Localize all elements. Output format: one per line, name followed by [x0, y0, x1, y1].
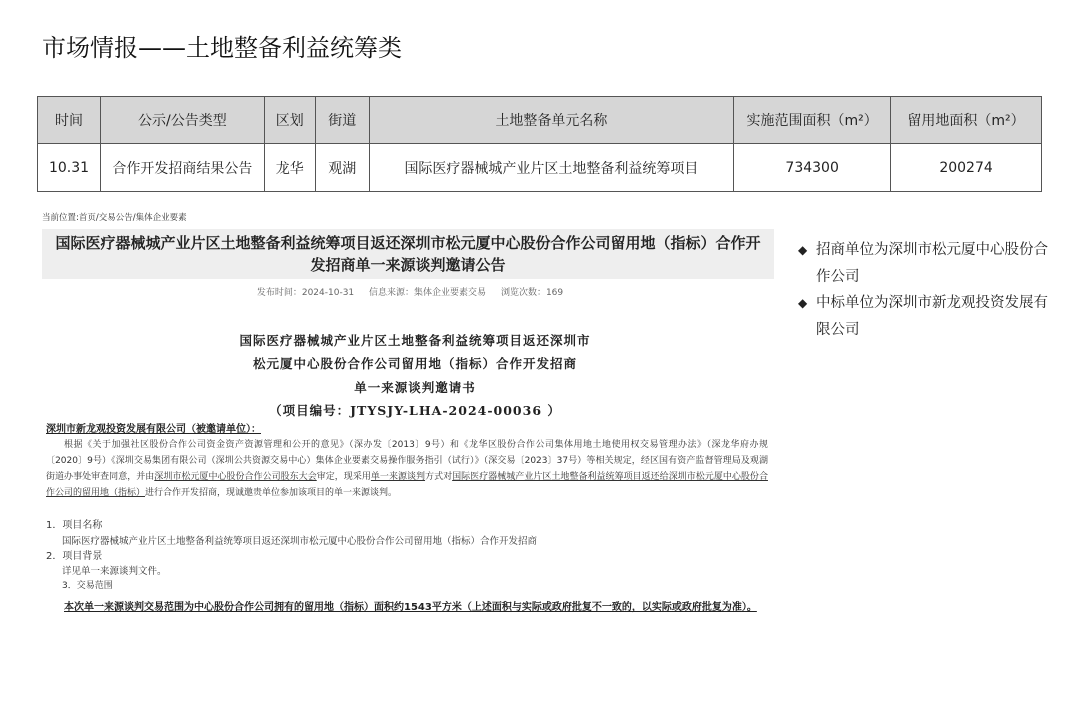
notice-title-line-2: 发招商单一来源谈判邀请公告 [310, 256, 506, 274]
cell-scope-area: 734300 [734, 144, 891, 192]
header-reserved-area: 留用地面积（m²） [891, 97, 1042, 144]
summary-bullets [798, 237, 1048, 343]
notice-title [42, 232, 774, 276]
bullet-item [798, 237, 1048, 290]
para-underline-3: 国际医疗器械城产业片区土地整备利益统筹项目返还给深圳市松元厦中心股份合作公司的留用地（指标） [46, 472, 768, 498]
publish-time: 发布时间：2024-10-31 [256, 288, 355, 298]
header-district: 区划 [264, 97, 315, 144]
doc-heading-line-2: 松元厦中心股份合作公司留用地（指标）合作开发招商 [252, 356, 577, 371]
doc-heading-line-3: 单一来源谈判邀请书 [354, 380, 476, 395]
section-2-content: 详见单一来源谈判文件。 [62, 566, 167, 577]
trade-scope: 本次单一来源谈判交易范围为中心股份合作公司拥有的留用地（指标）面积约1543平方米（上述面积与实际或政府批复不一致的，以实际或政府批复为准）。 [64, 602, 757, 613]
diamond-bullet-icon: ◆ [798, 296, 808, 310]
para-text-d: 进行合作开发招商，现诚邀贵单位参加该项目的单一来源谈判。 [145, 488, 398, 498]
diamond-bullet-icon: ◆ [798, 243, 808, 257]
header-scope-area: 实施范围面积（m²） [734, 97, 891, 144]
body-paragraph [46, 437, 768, 501]
page-title: 市场情报——土地整备利益统筹类 [42, 34, 402, 62]
cell-unit-name: 国际医疗器械城产业片区土地整备利益统筹项目 [369, 144, 734, 192]
notice-meta [150, 285, 670, 298]
header-street: 街道 [315, 97, 369, 144]
section-3-title: 3．交易范围 [62, 581, 113, 591]
info-source: 信息来源：集体企业要素交易 [369, 288, 487, 298]
cell-district: 龙华 [264, 144, 315, 192]
summary-table [37, 96, 1042, 192]
table-header-row [38, 97, 1042, 144]
section-1-content: 国际医疗器械城产业片区土地整备利益统筹项目返还深圳市松元厦中心股份合作公司留用地（指标）合作开发招商 [62, 536, 538, 547]
project-number: （项目编号：JTYSJY-LHA-2024-00036 ） [269, 403, 561, 418]
doc-heading-line-1: 国际医疗器械城产业片区土地整备利益统筹项目返还深圳市 [239, 333, 591, 348]
bullet-text-recruiter: 招商单位为深圳市松元厦中心股份合作公司 [816, 242, 1048, 285]
cell-reserved-area: 200274 [891, 144, 1042, 192]
para-text-a: 根据《关于加强社区股份合作公司资金资产资源管理和公开的意见》（深办发〔2013〕9号）和《龙华区股份合作公司集体用地土地使用权交易管理办法》（深龙华府办规〔2020〕9号）《深圳交易集团有限公司（深圳公共资源交易中心）集体企业要素交易操作服务指引（试行）》（深交易〔2023〕37号）等相关规定，经区国有资产监督管理局及观湖街道办事处审查同意，并由 [46, 440, 768, 482]
bullet-text-winner: 中标单位为深圳市新龙观投资发展有限公司 [816, 295, 1048, 338]
header-notice-type: 公示/公告类型 [100, 97, 264, 144]
addressee: 深圳市新龙观投资发展有限公司（被邀请单位）： [46, 424, 261, 435]
section-2-title: 2．项目背景 [46, 551, 103, 562]
cell-notice-type: 合作开发招商结果公告 [100, 144, 264, 192]
header-unit-name: 土地整备单元名称 [369, 97, 734, 144]
notice-title-line-1: 国际医疗器械城产业片区土地整备利益统筹项目返还深圳市松元厦中心股份合作公司留用地（指标）合作开 [55, 234, 761, 252]
cell-street: 观湖 [315, 144, 369, 192]
para-underline-1: 深圳市松元厦中心股份合作公司股东大会 [154, 472, 317, 482]
header-time: 时间 [38, 97, 101, 144]
para-underline-2: 单一来源谈判 [370, 472, 426, 482]
breadcrumb: 当前位置:首页/交易公告/集体企业要素 [42, 213, 187, 223]
section-1-title: 1．项目名称 [46, 520, 103, 531]
para-text-c: 方式对 [425, 472, 453, 482]
bullet-item [798, 290, 1048, 343]
table-row [38, 144, 1042, 192]
cell-time: 10.31 [38, 144, 101, 192]
view-count: 浏览次数：169 [500, 288, 564, 298]
para-text-b: 审定，现采用 [316, 472, 371, 482]
